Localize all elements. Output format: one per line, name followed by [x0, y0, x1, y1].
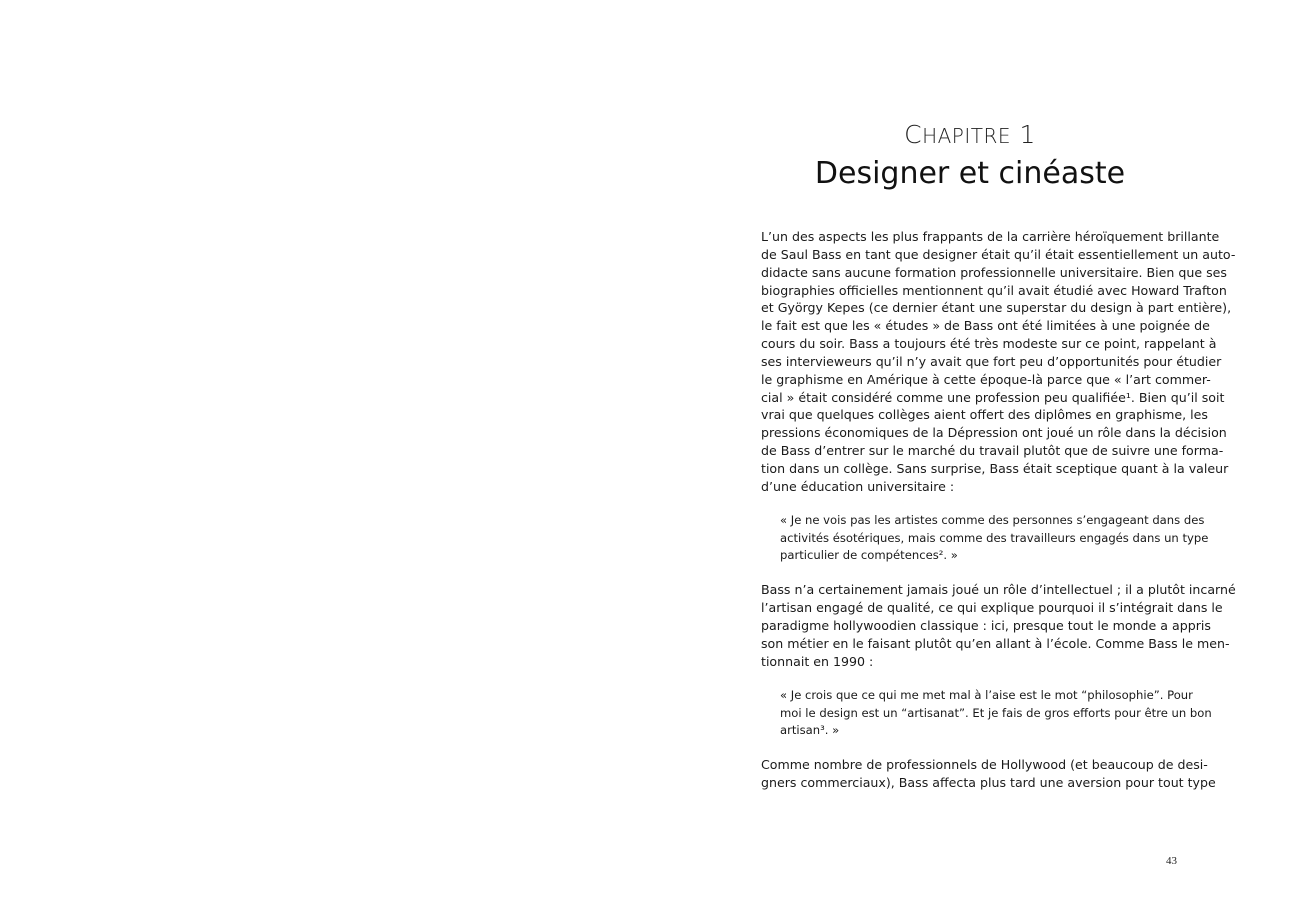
text-line: cours du soir. Bass a toujours été très modeste sur ce point, rappelant à [761, 336, 1217, 352]
text-line: tion dans un collège. Sans surprise, Bass était sceptique quant à la valeur [761, 460, 1229, 476]
text-line: « Je ne vois pas les artistes comme des personnes s’engageant dans des [780, 512, 1205, 527]
text-line: Comme nombre de professionnels de Hollywood (et beaucoup de desi- [761, 757, 1208, 773]
paragraph-2 [761, 581, 1236, 670]
page-number: 43 [1166, 855, 1177, 867]
text-line: moi le design est un “artisanat”. Et je fais de gros efforts pour être un bon [780, 705, 1212, 720]
text-line: biographies officielles mentionnent qu’il avait étudié avec Howard Trafton [761, 282, 1227, 298]
body-text [761, 228, 1236, 792]
text-line: « Je crois que ce qui me met mal à l’aise est le mot “philosophie”. Pour [780, 687, 1193, 702]
blockquote-1 [780, 512, 1209, 566]
text-line: L’un des aspects les plus frappants de la carrière héroïquement brillante [761, 229, 1220, 244]
paragraph-1 [761, 228, 1236, 496]
text-line: et György Kepes (ce dernier étant une superstar du design à part entière), [761, 300, 1232, 316]
text-line: le fait est que les « études » de Bass ont été limitées à une poignée de [761, 318, 1210, 334]
text-line: artisan³. » [780, 723, 840, 738]
text-line: le graphisme en Amérique à cette époque-là parce que « l’art commer- [761, 371, 1211, 387]
text-line: de Bass d’entrer sur le marché du travail plutôt que de suivre une forma- [761, 443, 1224, 459]
text-line: activités ésotériques, mais comme des travailleurs engagés dans un type [780, 530, 1209, 545]
text-line: paradigme hollywoodien classique : ici, presque tout le monde a appris [761, 618, 1211, 634]
text-line: d’une éducation universitaire : [761, 478, 955, 494]
text-line: didacte sans aucune formation professionnelle universitaire. Bien que ses [761, 264, 1227, 280]
text-line: l’artisan engagé de qualité, ce qui explique pourquoi il s’intégrait dans le [761, 600, 1223, 616]
text-line: particulier de compétences². » [780, 548, 958, 563]
text-line: son métier en le faisant plutôt qu’en allant à l’école. Comme Bass le men- [761, 635, 1230, 651]
chapter-label [760, 120, 1180, 149]
blockquote-2 [780, 687, 1212, 741]
chapter-title: Designer et cinéaste [814, 156, 1126, 191]
text-line: pressions économiques de la Dépression ont joué un rôle dans la décision [761, 425, 1227, 441]
chapter-number: 1 [1019, 120, 1036, 149]
left-page-blank [0, 0, 646, 913]
text-line: tionnait en 1990 : [761, 653, 874, 669]
text-line: de Saul Bass en tant que designer était qu’il était essentiellement un auto- [761, 246, 1236, 262]
text-line: vrai que quelques collèges aient offert des diplômes en graphisme, les [761, 407, 1208, 423]
text-line: gners commerciaux), Bass affecta plus tard une aversion pour tout type [761, 775, 1216, 791]
text-line: cial » était considéré comme une profession peu qualifiée¹. Bien qu’il soit [761, 389, 1225, 405]
right-page [646, 0, 1293, 913]
chapter-label-smallcaps: HAPITRE [922, 124, 1012, 148]
chapter-label-initial: C [904, 120, 923, 149]
text-line: Bass n’a certainement jamais joué un rôle d’intellectuel ; il a plutôt incarné [761, 582, 1236, 598]
text-line: ses intervieweurs qu’il n’y avait que fort peu d’opportunités pour étudier [761, 353, 1222, 369]
paragraph-3 [761, 756, 1216, 792]
